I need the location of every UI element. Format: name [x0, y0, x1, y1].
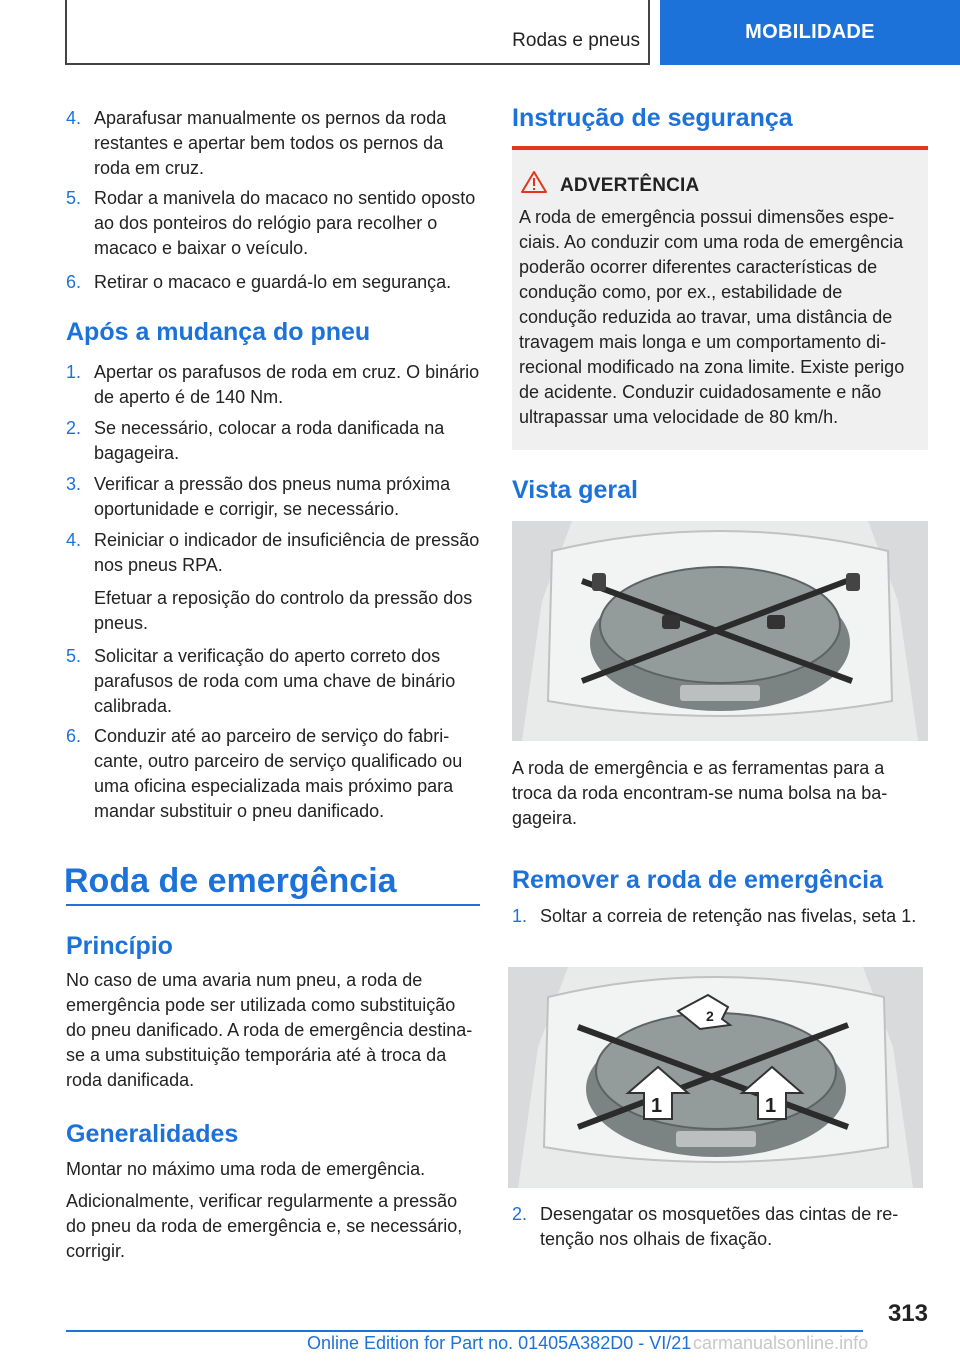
footer-rule	[66, 1330, 863, 1332]
step-text: Soltar a correia de retenção nas fivelas, seta 1.	[540, 906, 917, 926]
step-number: 5.	[66, 646, 82, 666]
warning-title: ADVERTÊNCIA	[560, 175, 700, 196]
watermark: carmanualsonline.info	[693, 1333, 869, 1353]
step-text: Retirar o macaco e guardá-lo em segurança.	[94, 272, 452, 292]
list-item	[66, 186, 480, 261]
step-text: Reiniciar o indicador de insuficiência de pressão nos pneus RPA.	[94, 530, 480, 575]
step-number: 2.	[512, 1204, 528, 1224]
photo-spare-wheel-overview	[512, 521, 928, 741]
step-number: 3.	[66, 474, 82, 494]
paragraph-general-1: Montar no máximo uma roda de emergência.	[66, 1159, 426, 1179]
step-number: 2.	[66, 418, 82, 438]
strap-release-illustration	[508, 967, 923, 1188]
step-number: 6.	[66, 272, 82, 292]
step-text: Desengatar os mosquetões das cintas de retenção nos olhais de fixação.	[540, 1204, 899, 1249]
photo-strap-release	[508, 967, 923, 1188]
list-item	[66, 270, 480, 295]
step-number: 4.	[66, 108, 82, 128]
header-section-title: Rodas e pneus	[512, 30, 640, 51]
heading-after-tire-change: Após a mudança do pneu	[66, 318, 371, 346]
list-item	[512, 904, 928, 929]
step-text: Se necessário, colocar a roda danificada na bagageira.	[94, 418, 445, 463]
list-item-continuation	[66, 586, 480, 636]
step-text: Apertar os parafusos de roda em cruz. O binário de aperto é de 140 Nm.	[94, 362, 480, 407]
step-number: 4.	[66, 530, 82, 550]
footer-edition: Online Edition for Part no. 01405A382D0 - VI/21	[307, 1333, 692, 1353]
header-rule	[66, 63, 650, 65]
warning-text: A roda de emergência possui dimensões especiais. Ao conduzir com uma roda de emergência poderão ocorrer diferentes características de condução como, por ex., estabilidade de condução reduzida ao travar, uma distância de travagem mais longa e um comportamento direcional modificado na zona limite. Existe perigo de acidente. Conduzir cuidadosamente e não ultrapassar uma velocidade de 80 km/h.	[519, 207, 905, 427]
heading-rule	[66, 904, 480, 906]
step-number: 6.	[66, 726, 82, 746]
heading-remove-spare: Remover a roda de emergência	[512, 866, 883, 894]
step-text: Aparafusar manualmente os pernos da roda restantes e apertar bem todos os pernos da roda em cruz.	[94, 108, 447, 178]
arrow-1-right-label: 1	[765, 1095, 777, 1117]
heading-general: Generalidades	[66, 1120, 239, 1148]
arrow-1-left-label: 1	[651, 1095, 663, 1117]
step-text: Rodar a manivela do macaco no sentido oposto ao dos ponteiros do relógio para recolher o macaco e baixar o veículo.	[94, 188, 476, 258]
list-item	[66, 106, 480, 181]
list-item	[66, 724, 480, 824]
step-number	[66, 586, 94, 636]
header-chapter-tab[interactable]: MOBILIDADE	[660, 0, 960, 65]
list-item	[66, 416, 480, 466]
heading-spare-wheel: Roda de emergência	[64, 862, 397, 900]
list-item	[512, 1202, 928, 1252]
header-left-border	[65, 0, 67, 65]
warning-triangle-icon	[520, 170, 548, 194]
paragraph-overview: A roda de emergência e as ferramentas para a troca da roda encontram-se numa bolsa na bagageira.	[512, 758, 888, 828]
spare-wheel-illustration	[512, 521, 928, 741]
heading-safety: Instrução de segurança	[512, 104, 793, 132]
heading-principle: Princípio	[66, 932, 173, 960]
header-divider	[648, 0, 650, 65]
paragraph-principle: No caso de uma avaria num pneu, a roda de emergência pode ser utilizada como substituição do pneu danificado. A roda de emergência destina-se a uma substituição temporária até à troca da roda danificada.	[66, 970, 473, 1090]
step-number: 1.	[512, 906, 528, 926]
list-item	[66, 360, 480, 410]
list-item	[66, 472, 480, 522]
step-text: Efetuar a reposição do controlo da pressão dos pneus.	[94, 588, 473, 633]
arrow-2-label: 2	[706, 1008, 714, 1024]
list-item	[66, 528, 480, 578]
paragraph-general-2: Adicionalmente, verificar regularmente a pressão do pneu da roda de emergência e, se necessário, corrigir.	[66, 1191, 463, 1261]
page-number: 313	[887, 1300, 928, 1327]
step-text: Conduzir até ao parceiro de serviço do fabricante, outro parceiro de serviço qualificado ou uma oficina especializada mais próximo para mandar substituir o pneu danificado.	[94, 726, 463, 821]
heading-overview: Vista geral	[512, 476, 639, 504]
step-text: Solicitar a verificação do aperto correto dos parafusos de roda com uma chave de binário calibrada.	[94, 646, 456, 716]
step-text: Verificar a pressão dos pneus numa próxima oportunidade e corrigir, se necessário.	[94, 474, 451, 519]
step-number: 1.	[66, 362, 82, 382]
list-item	[66, 644, 480, 719]
step-number: 5.	[66, 188, 82, 208]
